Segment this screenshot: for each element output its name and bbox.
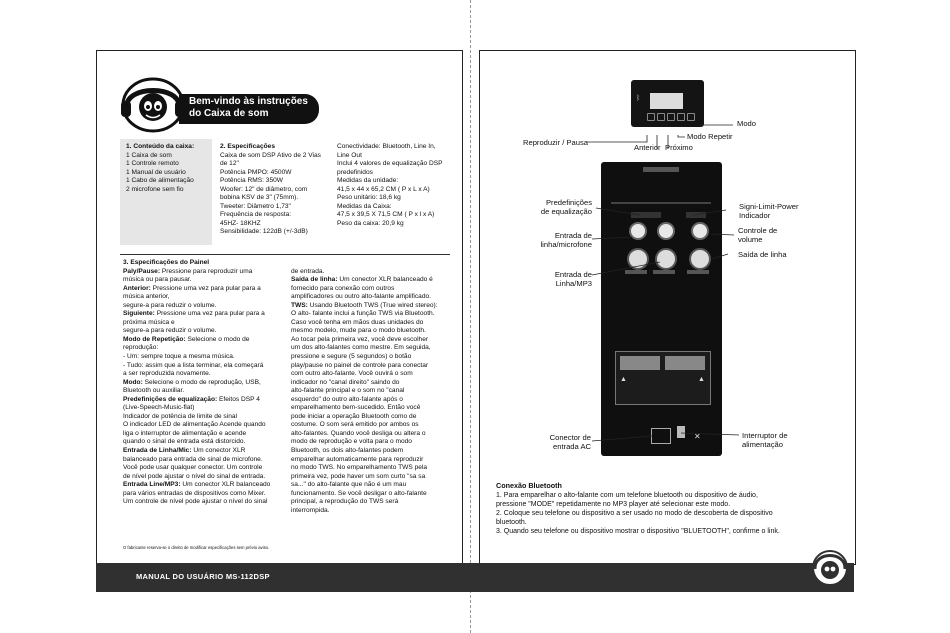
- panel-spec-line: [291, 421, 461, 430]
- panel-spec-text: - Um: sempre toque a mesma música.: [123, 353, 235, 361]
- disclaimer: O fabricante reserva-se o direito de modificar especificações sem prévio aviso.: [123, 545, 270, 550]
- panel-spec-text: Usando Bluetooth TWS (True wired stereo):: [307, 301, 438, 309]
- label-volume-2: volume: [738, 235, 763, 244]
- panel-spec-line: [123, 310, 293, 319]
- panel-spec-term: Predefinições de equalização:: [123, 395, 218, 403]
- panel-list-1: [123, 268, 293, 507]
- panel-spec-text: alto-falantes. Quando você desliga ou altera o: [291, 429, 426, 437]
- panel-heading: 3. Especificações do Painel: [123, 259, 210, 266]
- panel-spec-line: [123, 268, 293, 277]
- label-modo: Modo: [737, 119, 756, 128]
- bluetooth-line: pressione "MODE" repetidamente no MP3 player até selecionar este modo.: [496, 501, 731, 508]
- panel-spec-term: Entrada de Linha/Mic:: [123, 447, 192, 455]
- panel-spec-text: O indicador LED de alimentação Acende quando: [123, 421, 266, 429]
- label-play-pause: Reproduzir / Pausa: [523, 138, 589, 147]
- label-ac-in: [535, 433, 591, 451]
- panel-spec-line: [123, 327, 293, 336]
- panel-spec-line: [291, 319, 461, 328]
- panel-spec-line: [291, 498, 461, 507]
- label-volume: [738, 226, 777, 244]
- panel-spec-line: [291, 285, 461, 294]
- panel-spec-text: Selecione o modo de reprodução, USB,: [142, 378, 261, 386]
- panel-spec-text: indicador no "canal direito" saindo do: [291, 378, 400, 386]
- panel-spec-line: [123, 498, 293, 507]
- panel-spec-term: Entrada Line/MP3:: [123, 481, 181, 489]
- panel-spec-text: reprodução:: [123, 344, 159, 352]
- callout-sig-limit: [693, 210, 726, 215]
- panel-spec-line: [123, 490, 293, 499]
- label-line-mic-2: linha/microfone: [540, 240, 592, 249]
- panel-spec-text: sa..." do alto-falante que não é um mau: [291, 481, 407, 489]
- label-power-switch-1: Interruptor de: [742, 431, 788, 440]
- fold-line: [470, 0, 471, 633]
- panel-spec-line: [291, 464, 461, 473]
- panel-spec-line: [291, 490, 461, 499]
- panel-spec-text: O alto- falante inclui a função TWS via Bluetooth.: [291, 310, 435, 318]
- panel-spec-line: [123, 438, 293, 447]
- panel-spec-line: [291, 379, 461, 388]
- callout-volume: [711, 234, 734, 235]
- spec-line: 47,5 x 39,5 X 71,5 CM ( P x l x A): [337, 211, 435, 219]
- spec-line: Potência RMS: 350W: [220, 177, 284, 185]
- panel-spec-text: alto-falante principal e o som no "canal: [291, 387, 405, 395]
- specs-col-2: [337, 143, 457, 228]
- specs-heading: 2. Especificações: [220, 143, 275, 150]
- panel-spec-line: [123, 319, 293, 328]
- label-repeat: Modo Repetir: [687, 132, 733, 141]
- panel-spec-line: [123, 396, 293, 405]
- panel-spec-text: Um conector XLR balanceado: [180, 481, 271, 489]
- panel-spec-text: segure-a para reduzir o volume.: [123, 301, 217, 309]
- panel-spec-line: [123, 302, 293, 311]
- panel-spec-line: [123, 370, 293, 379]
- bluetooth-line: 2. Coloque seu telefone ou dispositivo a ser usado no modo de descoberta de dispositivo: [496, 510, 773, 517]
- panel-spec-line: [123, 379, 293, 388]
- label-volume-1: Controle de: [738, 226, 778, 235]
- label-sig-limit: [739, 202, 799, 220]
- label-eq-presets: [532, 198, 592, 216]
- label-line-mp3-2: Linha/MP3: [555, 279, 592, 288]
- panel-spec-line: [123, 336, 293, 345]
- panel-spec-text: (Live-Speech-Music-flat): [123, 404, 195, 412]
- label-power-switch: [742, 431, 788, 449]
- spec-line: Conectividade: Bluetooth, Line In,: [337, 143, 436, 150]
- panel-spec-text: quando o sinal de entrada está distorcido.: [123, 438, 246, 446]
- panel-spec-text: balanceado para entrada de sinal de microfone.: [123, 455, 263, 463]
- panel-spec-line: [291, 268, 461, 277]
- panel-spec-text: modo de reprodução e volta para o modo: [291, 438, 412, 446]
- box-contents-item: 1 Manual de usuário: [126, 168, 186, 176]
- panel-spec-line: [291, 276, 461, 285]
- spec-line: predefinidos: [337, 168, 373, 176]
- callout-ac-in: [592, 436, 652, 441]
- panel-spec-line: [291, 370, 461, 379]
- box-contents-item: 1 Controle remoto: [126, 160, 179, 168]
- panel-spec-text: Caso você tenha em mãos duas unidades do: [291, 318, 424, 326]
- box-contents-item: 1 Cabo de alimentação: [126, 177, 194, 185]
- panel-spec-text: próxima música e: [123, 318, 175, 326]
- bluetooth-line: 1. Para emparelhar o alto-falante com um telefone bluetooth ou dispositivo de áudio,: [496, 492, 758, 499]
- label-eq-presets-2: de equalização: [540, 207, 592, 216]
- callout-play-pause: [587, 135, 647, 142]
- bluetooth-icon: ᛒ: [636, 95, 641, 102]
- bluetooth-line: bluetooth.: [496, 519, 527, 526]
- panel-spec-line: [123, 473, 293, 482]
- panel-spec-line: [123, 344, 293, 353]
- recycle-bin-icon: ✕: [694, 432, 701, 441]
- panel-spec-text: a ser reproduzida novamente.: [123, 370, 211, 378]
- specs-col-1: [220, 143, 332, 237]
- panel-spec-line: [123, 362, 293, 371]
- callout-eq: [596, 208, 640, 215]
- panel-spec-text: costume. O som será emitido por ambos os: [291, 421, 419, 429]
- welcome-title-line-1: Bem-vindo às instruções: [189, 96, 308, 107]
- label-next: Próximo: [665, 143, 693, 152]
- bluetooth-instructions: [496, 491, 780, 536]
- panel-spec-line: [123, 353, 293, 362]
- panel-spec-term: TWS:: [291, 301, 308, 309]
- warning-triangle-icon: ▲: [620, 376, 627, 383]
- label-power-switch-2: alimentação: [742, 440, 783, 449]
- bluetooth-heading: Conexão Bluetooth: [496, 481, 562, 490]
- panel-spec-text: emparelhamento bem-sucedido. Então você: [291, 404, 421, 412]
- label-line-mic: [530, 231, 592, 249]
- panel-spec-line: [123, 276, 293, 285]
- box-contents-item: 2 microfone sem fio: [126, 185, 184, 193]
- panel-spec-line: [291, 293, 461, 302]
- left-page: [96, 50, 463, 565]
- box-contents-list: [126, 152, 212, 195]
- panel-spec-term: Paly/Pause:: [123, 267, 161, 275]
- spec-line: Inclui 4 valores de equalização DSP: [337, 160, 443, 168]
- panel-spec-text: mesmo modelo, mude para o modo bluetooth.: [291, 327, 426, 335]
- panel-spec-text: Efeitos DSP 4: [217, 395, 260, 403]
- panel-spec-text: Um conector XLR: [191, 447, 246, 455]
- panel-spec-text: Ao tocar pela primeira vez, você deve escolher: [291, 335, 429, 343]
- panel-spec-text: interrompida.: [291, 506, 330, 514]
- panel-spec-text: segure-a para reduzir o volume.: [123, 327, 217, 335]
- spec-line: 41,5 x 44 x 65,2 CM ( P x L x A): [337, 185, 430, 193]
- panel-spec-text: fornecido para conexão com outros: [291, 284, 395, 292]
- callout-repeat: [678, 135, 685, 137]
- panel-spec-line: [123, 481, 293, 490]
- label-ac-in-1: Conector de: [549, 433, 591, 442]
- bluetooth-line: 3. Quando seu telefone ou dispositivo mostrar o dispositivo "BLUETOOTH", confirme o link.: [496, 528, 780, 535]
- panel-spec-text: - Tudo: assim que a lista terminar, ela começará: [123, 361, 264, 369]
- panel-spec-text: música anterior,: [123, 293, 170, 301]
- panel-spec-line: [291, 302, 461, 311]
- spec-line: Peso da caixa: 20,9 kg: [337, 219, 404, 227]
- panel-spec-text: primeira vez, pode haver um som curto "sa sa: [291, 472, 426, 480]
- panel-spec-line: [123, 285, 293, 294]
- footer-mascot-icon: [811, 547, 849, 587]
- panel-spec-line: [291, 344, 461, 353]
- panel-spec-text: para vários entradas de dispositivos como Mixer.: [123, 489, 266, 497]
- spec-line: Potência PMPO: 4500W: [220, 168, 292, 176]
- panel-spec-text: Bluetooth ou auxiliar.: [123, 387, 185, 395]
- panel-spec-line: [291, 404, 461, 413]
- welcome-banner: [179, 94, 319, 124]
- spec-line: Frequência de resposta:: [220, 211, 292, 219]
- box-contents-panel: [120, 139, 212, 245]
- spec-line: 45HZ- 18KHZ: [220, 219, 261, 227]
- panel-spec-text: funcionamento. Se você desligar o alto-falante: [291, 489, 427, 497]
- panel-spec-line: [291, 430, 461, 439]
- box-contents-heading: 1. Conteúdo da caixa:: [126, 143, 195, 150]
- panel-col-2: [291, 268, 461, 516]
- panel-spec-text: Pressione uma vez para pular para a: [154, 310, 265, 318]
- panel-spec-text: Bluetooth, os dois alto-falantes podem: [291, 446, 404, 454]
- panel-spec-line: [291, 473, 461, 482]
- panel-spec-text: Você pode usar qualquer conector. Um controle: [123, 464, 263, 472]
- welcome-title-line-2: do Caixa de som: [189, 108, 269, 119]
- panel-spec-line: [291, 507, 461, 516]
- spec-line: Caixa de som DSP Ativo de 2 Vias: [220, 151, 321, 159]
- panel-spec-term: Saída de linha:: [291, 276, 338, 284]
- panel-spec-line: [291, 362, 461, 371]
- panel-spec-line: [291, 396, 461, 405]
- panel-spec-text: pode iniciar a operação Bluetooth como de: [291, 412, 417, 420]
- spec-line: Line Out: [337, 151, 362, 159]
- panel-spec-text: Um conector XLR balanceado é: [337, 276, 433, 284]
- panel-spec-text: liga o interruptor de alimentação e acende: [123, 429, 247, 437]
- panel-spec-text: no modo TWS. No emparelhamento TWS pela: [291, 464, 428, 472]
- panel-spec-text: com outro alto-falante. Você ouvirá o som: [291, 370, 413, 378]
- panel-spec-line: [291, 387, 461, 396]
- callout-line-mic: [592, 237, 632, 239]
- panel-spec-term: Anterior:: [123, 284, 151, 292]
- panel-spec-line: [123, 430, 293, 439]
- footer-title: MANUAL DO USUÁRIO MS-112DSP: [136, 572, 270, 581]
- callout-line-out: [712, 254, 728, 259]
- panel-spec-line: [291, 413, 461, 422]
- panel-spec-line: [123, 456, 293, 465]
- label-line-mp3: [540, 270, 592, 288]
- panel-spec-line: [291, 481, 461, 490]
- panel-spec-line: [291, 327, 461, 336]
- label-sig-limit-2: Indicador: [739, 211, 771, 220]
- label-previous: Anterior: [634, 143, 661, 152]
- panel-spec-line: [291, 353, 461, 362]
- warning-triangle-icon: ▲: [698, 376, 705, 383]
- callout-power: [681, 433, 739, 435]
- panel-spec-line: [123, 387, 293, 396]
- panel-spec-line: [123, 421, 293, 430]
- label-line-mp3-1: Entrada de: [554, 270, 592, 279]
- spec-line: Peso unitário: 18,6 kg: [337, 194, 401, 202]
- panel-spec-line: [291, 438, 461, 447]
- panel-spec-line: [291, 456, 461, 465]
- panel-spec-text: Pressione para reproduzir uma: [160, 267, 253, 275]
- label-line-out: Saída de linha: [738, 250, 787, 259]
- spec-line: Sensibilidade: 122dB (+/-3dB): [220, 228, 308, 236]
- panel-spec-line: [123, 447, 293, 456]
- panel-spec-text: um dos alto-falantes como mestre. Em seguida,: [291, 344, 431, 352]
- panel-spec-line: [291, 336, 461, 345]
- specs-list-2: [337, 143, 457, 228]
- panel-spec-text: play/pause no painel de controle para conectar: [291, 361, 429, 369]
- panel-list-2: [291, 268, 461, 516]
- spec-line: Tweeter: Diâmetro 1,73": [220, 202, 291, 210]
- panel-spec-term: Siguiente:: [123, 310, 155, 318]
- panel-spec-text: música ou para pausar.: [123, 276, 192, 284]
- label-eq-presets-1: Predefinições: [545, 198, 592, 207]
- panel-spec-text: esquerdo" do outro alto-falante após o: [291, 395, 403, 403]
- panel-spec-line: [123, 404, 293, 413]
- panel-spec-text: Pressione uma vez para pular para a: [150, 284, 261, 292]
- panel-spec-text: pressione e segure (5 segundos) o botão: [291, 352, 412, 360]
- panel-spec-term: Modo de Repetição:: [123, 335, 186, 343]
- panel-col-1: [123, 259, 293, 507]
- label-sig-limit-1: Signi-Limit-Power: [739, 202, 799, 211]
- spec-line: bobina KSV de 3" (75mm).: [220, 194, 299, 202]
- spec-line: Medidas da Caixa:: [337, 202, 392, 210]
- right-page: [479, 50, 856, 565]
- panel-spec-line: [123, 293, 293, 302]
- spec-line: Woofer: 12" de diâmetro, com: [220, 185, 308, 193]
- panel-spec-text: de entrada.: [291, 267, 325, 275]
- spec-line: Medidas da unidade:: [337, 177, 399, 185]
- panel-spec-text: de nível pode ajustar o nível do sinal de entrada.: [123, 472, 266, 480]
- box-contents-item: 1 Caixa de som: [126, 151, 172, 159]
- panel-spec-text: Selecione o modo de: [185, 335, 250, 343]
- panel-spec-line: [291, 310, 461, 319]
- panel-spec-text: Indicador de potência de limite de sinal: [123, 412, 237, 420]
- footer-bar: [96, 563, 854, 592]
- panel-spec-text: emparelhar automaticamente para reproduzir: [291, 455, 424, 463]
- label-ac-in-2: entrada AC: [553, 442, 591, 451]
- panel-spec-line: [123, 413, 293, 422]
- spec-line: de 12": [220, 160, 239, 168]
- callout-line-mp3: [592, 262, 660, 275]
- section-divider: [120, 254, 450, 255]
- panel-spec-line: [123, 464, 293, 473]
- panel-spec-text: Um controle de nível pode ajustar o nível do sinal: [123, 498, 268, 506]
- panel-spec-line: [291, 447, 461, 456]
- panel-spec-text: amplificadores ou outro alto-falante amplificado.: [291, 293, 432, 301]
- panel-spec-text: principal, a reprodução do TWS será: [291, 498, 399, 506]
- panel-spec-term: Modo:: [123, 378, 143, 386]
- specs-list-1: [220, 152, 332, 237]
- label-line-mic-1: Entrada de: [554, 231, 592, 240]
